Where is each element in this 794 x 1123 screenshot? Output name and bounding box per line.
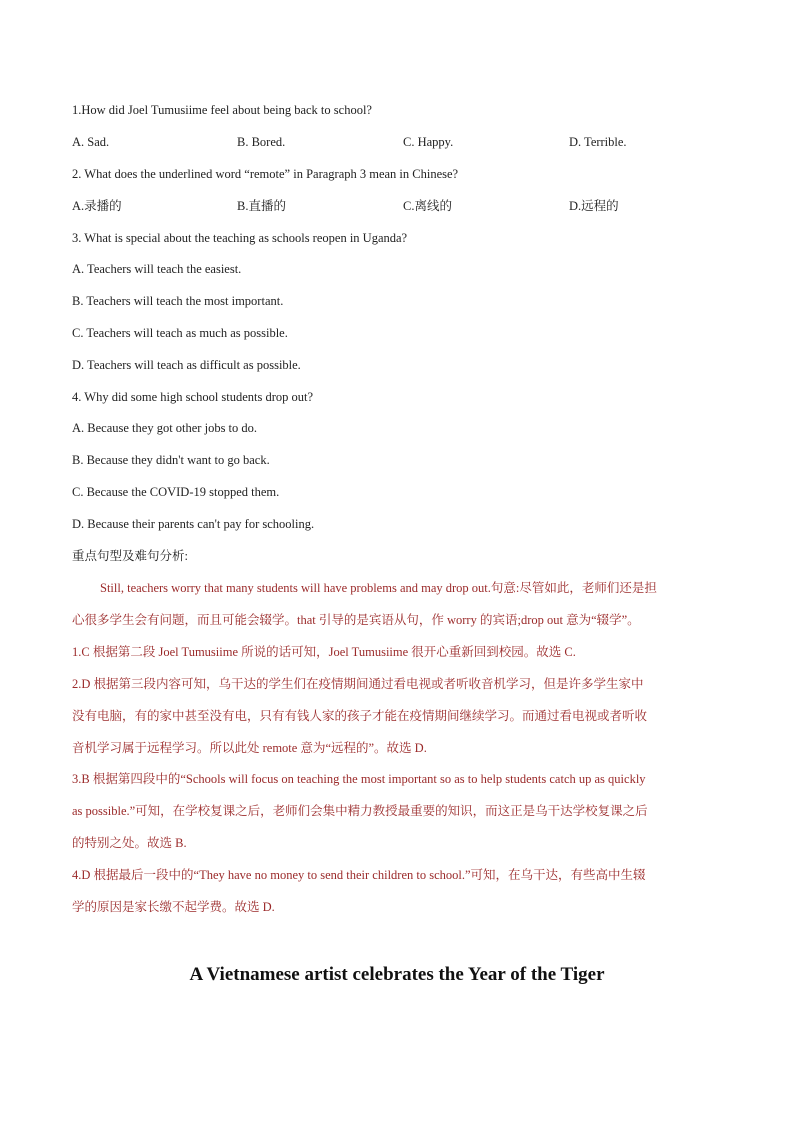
- answer-1: 1.C 根据第二段 Joel Tumusiime 所说的话可知，Joel Tumusiime 很开心重新回到校园。故选 C.: [72, 645, 576, 659]
- option-c: C. Happy.: [403, 135, 454, 149]
- answer-2-line-3: 音机学习属于远程学习。所以此处 remote 意为“远程的”。故选 D.: [72, 741, 427, 755]
- question-4-option-d: D. Because their parents can't pay for schooling.: [72, 517, 315, 531]
- question-3-option-d: D. Teachers will teach as difficult as possible.: [72, 358, 301, 372]
- analysis-heading: 重点句型及难句分析:: [72, 549, 188, 563]
- question-2-options: [72, 198, 732, 214]
- question-3: 3. What is special about the teaching as schools reopen in Uganda?: [72, 231, 408, 245]
- answer-4-line-2: 学的原因是家长缴不起学费。故选 D.: [72, 900, 275, 914]
- answer-3-line-2: as possible.”可知，在学校复课之后，老师们会集中精力教授最重要的知识，而这正是乌干达学校复课之后: [72, 804, 648, 818]
- question-3-option-b: B. Teachers will teach the most important.: [72, 294, 284, 308]
- question-3-option-c: C. Teachers will teach as much as possible.: [72, 326, 288, 340]
- answer-3-line-1: 3.B 根据第四段中的“Schools will focus on teaching the most important so as to help students catch up as quickly: [72, 772, 646, 786]
- question-4-option-c: C. Because the COVID-19 stopped them.: [72, 485, 280, 499]
- option-b: B.直播的: [237, 199, 286, 213]
- answer-3-line-3: 的特别之处。故选 B.: [72, 836, 187, 850]
- passage-title: A Vietnamese artist celebrates the Year of the Tiger: [189, 964, 605, 985]
- option-a: A.录播的: [72, 199, 122, 213]
- option-d: D.远程的: [569, 199, 619, 213]
- question-4: 4. Why did some high school students drop out?: [72, 390, 314, 404]
- option-d: D. Terrible.: [569, 135, 627, 149]
- question-4-option-a: A. Because they got other jobs to do.: [72, 421, 258, 435]
- answer-4-line-1: 4.D 根据最后一段中的“They have no money to send their children to school.”可知，在乌干达，有些高中生辍: [72, 868, 646, 882]
- analysis-sentence-line-2: 心很多学生会有问题，而且可能会辍学。that 引导的是宾语从句，作 worry 的宾语;drop out 意为“辍学”。: [72, 613, 640, 627]
- question-1: 1.How did Joel Tumusiime feel about being back to school?: [72, 103, 372, 117]
- question-2: 2. What does the underlined word “remote” in Paragraph 3 mean in Chinese?: [72, 167, 459, 181]
- option-a: A. Sad.: [72, 135, 110, 149]
- option-b: B. Bored.: [237, 135, 286, 149]
- answer-2-line-1: 2.D 根据第三段内容可知，乌干达的学生们在疫情期间通过看电视或者听收音机学习，但是许多学生家中: [72, 677, 644, 691]
- analysis-sentence-line-1: Still, teachers worry that many students will have problems and may drop out.句意:尽管如此，老师们还是担: [100, 581, 657, 595]
- answer-2-line-2: 没有电脑，有的家中甚至没有电，只有有钱人家的孩子才能在疫情期间继续学习。而通过看电视或者听收: [72, 709, 648, 723]
- question-4-option-b: B. Because they didn't want to go back.: [72, 453, 270, 467]
- option-c: C.离线的: [403, 199, 452, 213]
- question-3-option-a: A. Teachers will teach the easiest.: [72, 262, 242, 276]
- question-1-options: [72, 134, 732, 150]
